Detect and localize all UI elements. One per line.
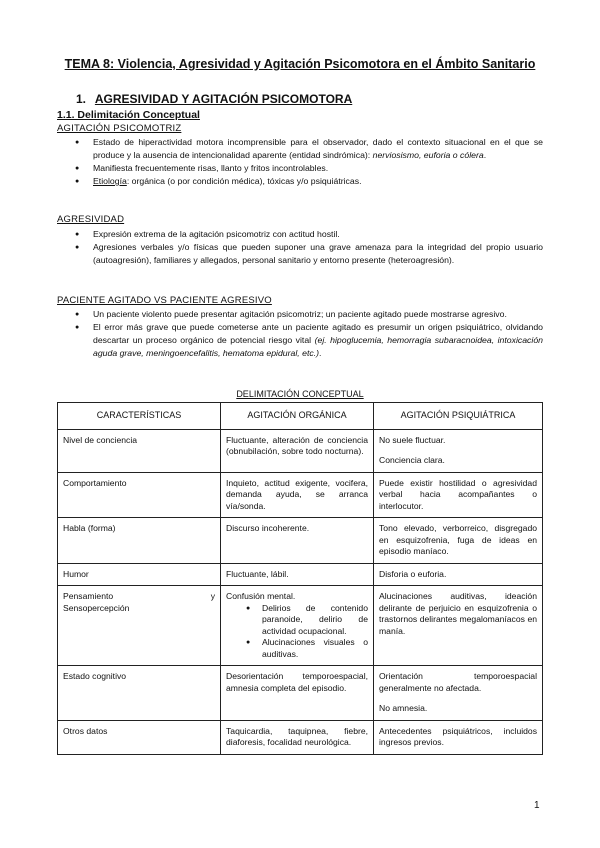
cell-psiquiatrica: Antecedentes psiquiátricos, incluidos ingresos previos. bbox=[374, 720, 543, 754]
cell-organica: Fluctuante, alteración de conciencia (obnubilación, sobre todo nocturna). bbox=[221, 429, 374, 472]
cell-organica bbox=[221, 586, 374, 666]
subsection-title: 1.1. Delimitación Conceptual bbox=[57, 109, 200, 121]
row-label: Humor bbox=[58, 563, 221, 586]
row-label: Habla (forma) bbox=[58, 518, 221, 564]
cell-psiquiatrica: Tono elevado, verborreico, disgregado en esquizofrenia, fuga de ideas en episodio maníaco. bbox=[374, 518, 543, 564]
list-item-italic: (ej. hipoglucemia, hemorragia subaracnoidea, intoxicación aguda grave, meningoencefalitis, hematoma epidural, etc.) bbox=[93, 335, 543, 358]
comparison-table bbox=[57, 402, 543, 755]
cell-paragraph: Conciencia clara. bbox=[379, 455, 445, 465]
cell-organica: Discurso incoherente. bbox=[221, 518, 374, 564]
list-item: ● Agresiones verbales y/o físicas que pueden suponer una grave amenaza para la integridad del propio usuario (autoagresión), familiares y allegados, personal sanitario y entorno presente (heteroagresión). bbox=[57, 241, 543, 267]
cell-organica: Taquicardia, taquipnea, fiebre, diaforesis, focalidad neurológica. bbox=[221, 720, 374, 754]
list-item-text: : orgánica (o por condición médica), tóxicas y/o psiquiátricas. bbox=[126, 176, 362, 186]
cell-psiquiatrica: Puede existir hostilidad o agresividad verbal hacia acompañantes o interlocutor. bbox=[374, 472, 543, 518]
document-title: TEMA 8: Violencia, Agresividad y Agitación Psicomotora en el Ámbito Sanitario bbox=[64, 57, 536, 71]
row-label-part: Pensamiento bbox=[63, 591, 114, 601]
cell-paragraph: Orientación temporoespacial generalmente no afectada. bbox=[379, 671, 537, 693]
table-row bbox=[58, 429, 543, 472]
cell-psiquiatrica bbox=[374, 429, 543, 472]
cell-paragraph: No suele fluctuar. bbox=[379, 434, 446, 445]
agitacion-list bbox=[57, 136, 543, 188]
table-row bbox=[58, 586, 543, 666]
list-item-text: El error más grave que puede cometerse ante un paciente agitado es presumir un origen psiquiátrico, olvidando descartar un proceso orgánico de potencial riesgo vital bbox=[93, 322, 543, 345]
versus-heading: PACIENTE AGITADO VS PACIENTE AGRESIVO bbox=[57, 295, 272, 306]
list-item: ● Manifiesta frecuentemente risas, llanto y fritos incontrolables. bbox=[57, 162, 543, 175]
row-label: Otros datos bbox=[58, 720, 221, 754]
cell-organica: Inquieto, actitud exigente, vocifera, demanda ayuda, se arranca vía/sonda. bbox=[221, 472, 374, 518]
cell-paragraph: No amnesia. bbox=[379, 703, 428, 713]
header-caracteristicas: CARACTERÍSTICAS bbox=[58, 403, 221, 430]
row-label: Estado cognitivo bbox=[58, 666, 221, 721]
row-label bbox=[58, 586, 221, 666]
list-item: ● Un paciente violento puede presentar agitación psicomotriz; un paciente agitado puede mostrarse agresivo. bbox=[57, 308, 543, 321]
cell-organica: Desorientación temporoespacial, amnesia completa del episodio. bbox=[221, 666, 374, 721]
cell-list bbox=[226, 603, 368, 661]
table-row bbox=[58, 720, 543, 754]
table-row bbox=[58, 472, 543, 518]
list-item: ● Expresión extrema de la agitación psicomotriz con actitud hostil. bbox=[57, 228, 543, 241]
list-item: ● Delirios de contenido paranoide, delirio de actividad ocupacional. bbox=[244, 603, 368, 638]
etiologia-label: Etiología bbox=[93, 176, 127, 186]
section-title: AGRESIVIDAD Y AGITACIÓN PSICOMOTORA bbox=[94, 92, 353, 106]
cell-organica: Fluctuante, lábil. bbox=[221, 563, 374, 586]
list-item bbox=[57, 175, 543, 188]
list-item-end: . bbox=[319, 348, 322, 358]
header-agitacion-psiquiatrica: AGITACIÓN PSIQUIÁTRICA bbox=[374, 403, 543, 430]
page-number: 1 bbox=[534, 800, 540, 811]
cell-psiquiatrica: Alucinaciones auditivas, ideación delirante de perjuicio en esquizofrenia o trastornos delirantes megalomaníacos en manía. bbox=[374, 586, 543, 666]
cell-psiquiatrica: Disforia o euforia. bbox=[374, 563, 543, 586]
agresividad-heading: AGRESIVIDAD bbox=[57, 214, 125, 225]
table-row bbox=[58, 666, 543, 721]
versus-list bbox=[57, 308, 543, 360]
row-label: Comportamiento bbox=[58, 472, 221, 518]
row-label-line bbox=[63, 591, 215, 603]
list-item-text: Estado de hiperactividad motora incomprensible para el observador, dado el contexto situacional en el que se produce y la ausencia de intencionalidad aparente (entidad sindrómica): bbox=[93, 137, 543, 160]
cell-paragraph: Confusión mental. bbox=[226, 591, 296, 601]
list-item: ● Alucinaciones visuales o auditivas. bbox=[244, 637, 368, 660]
agresividad-list bbox=[57, 228, 543, 267]
list-item bbox=[57, 136, 543, 162]
row-label-part: Sensopercepción bbox=[63, 602, 130, 613]
cell-psiquiatrica bbox=[374, 666, 543, 721]
section-heading bbox=[76, 92, 352, 106]
table-row bbox=[58, 563, 543, 586]
section-number: 1. bbox=[76, 92, 87, 106]
list-item-italic: nerviosismo, euforia o cólera bbox=[372, 150, 484, 160]
row-label-part: y bbox=[210, 591, 215, 601]
table-header-row bbox=[58, 403, 543, 430]
row-label: Nivel de conciencia bbox=[58, 429, 221, 472]
header-agitacion-organica: AGITACIÓN ORGÁNICA bbox=[221, 403, 374, 430]
list-item bbox=[57, 321, 543, 360]
table-caption: DELIMITACIÓN CONCEPTUAL bbox=[236, 389, 364, 399]
agitacion-heading: AGITACIÓN PSICOMOTRIZ bbox=[57, 123, 182, 134]
list-item-end: . bbox=[483, 150, 487, 160]
table-row bbox=[58, 518, 543, 564]
